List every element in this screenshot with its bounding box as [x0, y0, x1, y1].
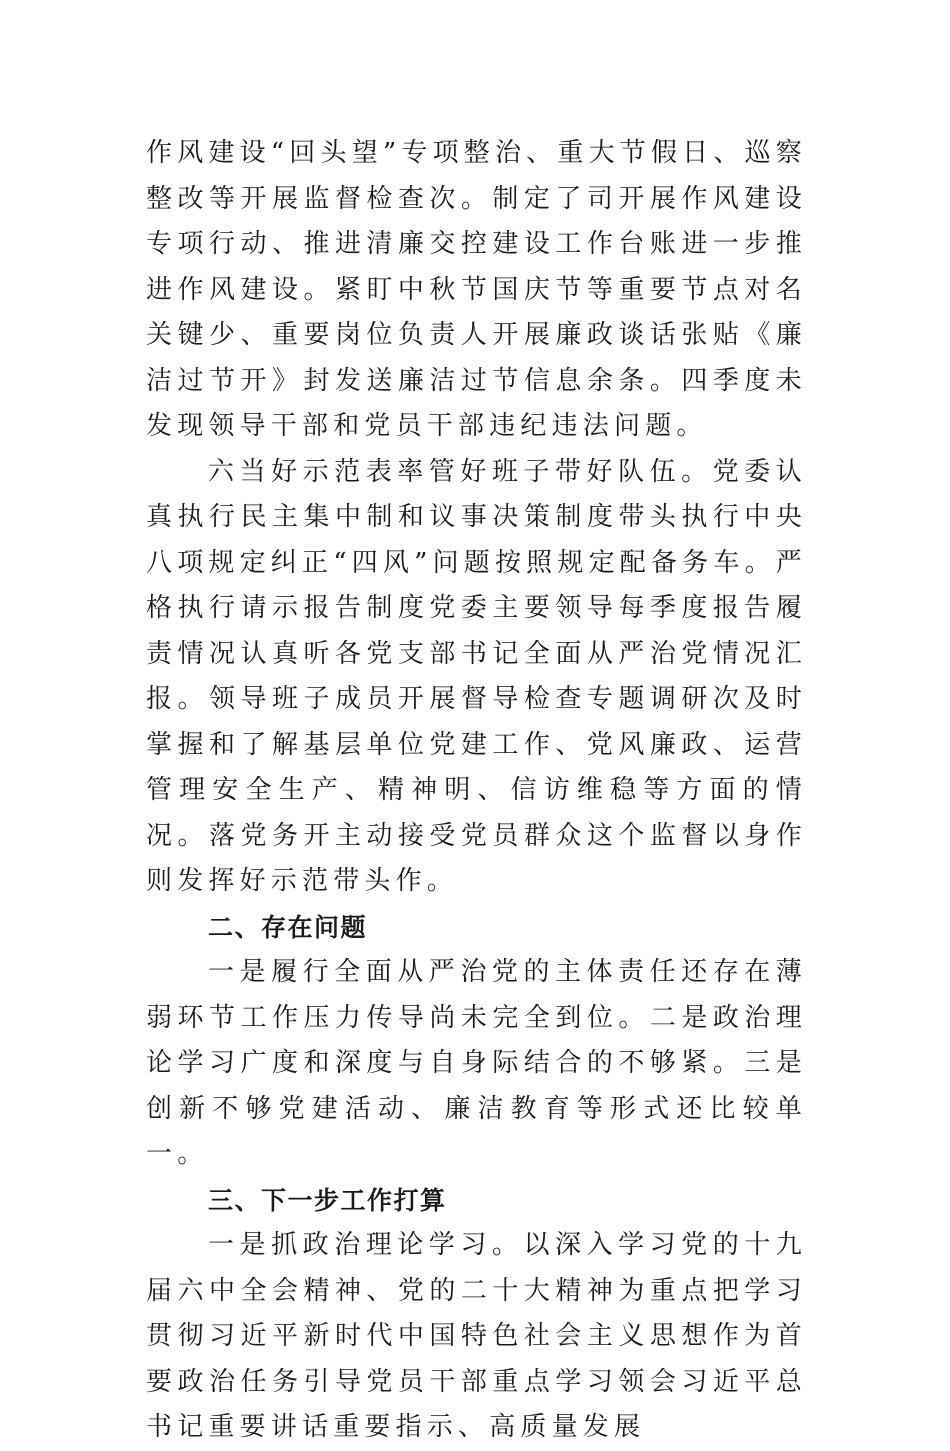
- document-body: [146, 131, 807, 1451]
- paragraph-existing-problems: 一是履行全面从严治党的主体责任还存在薄弱环节工作压力传导尚未完全到位。二是政治理论学习广度和深度与自身际结合的不够紧。三是创新不够党建活动、廉洁教育等形式还比较单一。: [146, 957, 807, 1169]
- paragraph-exemplary-role: 六当好示范表率管好班子带好队伍。党委认真执行民主集中制和议事决策制度带头执行中央八项规定纠正“四风”问题按照规定配备务车。严格执行请示报告制度党委主要领导每季度报告履责情况认真听各党支部书记全面从严治党情况汇报。领导班子成员开展督导检查专题调研次及时掌握和了解基层单位党建工作、党风廉政、运营管理安全生产、精神明、信访维稳等方面的情况。落党务开主动接受党员群众这个监督以身作则发挥好示范带头作。: [146, 456, 807, 896]
- paragraph-work-style-supervision: 作风建设“回头望”专项整治、重大节假日、巡察整改等开展监督检查次。制定了司开展作风建设专项行动、推进清廉交控建设工作台账进一步推进作风建设。紧盯中秋节国庆节等重要节点对名关键少、重要岗位负责人开展廉政谈话张贴《廉洁过节开》封发送廉洁过节信息余条。四季度未发现领导干部和党员干部违纪违法问题。: [146, 138, 807, 441]
- section-heading-next-steps: 三、下一步工作打算: [208, 1185, 447, 1215]
- section-heading-existing-problems: 二、存在问题: [208, 912, 368, 942]
- paragraph-political-theory-study: 一是抓政治理论学习。以深入学习党的十九届六中全会精神、党的二十大精神为重点把学习贯彻习近平新时代中国特色社会主义思想作为首要政治任务引导党员干部重点学习领会习近平总书记重要讲话重要指示、高质量发展: [146, 1230, 807, 1442]
